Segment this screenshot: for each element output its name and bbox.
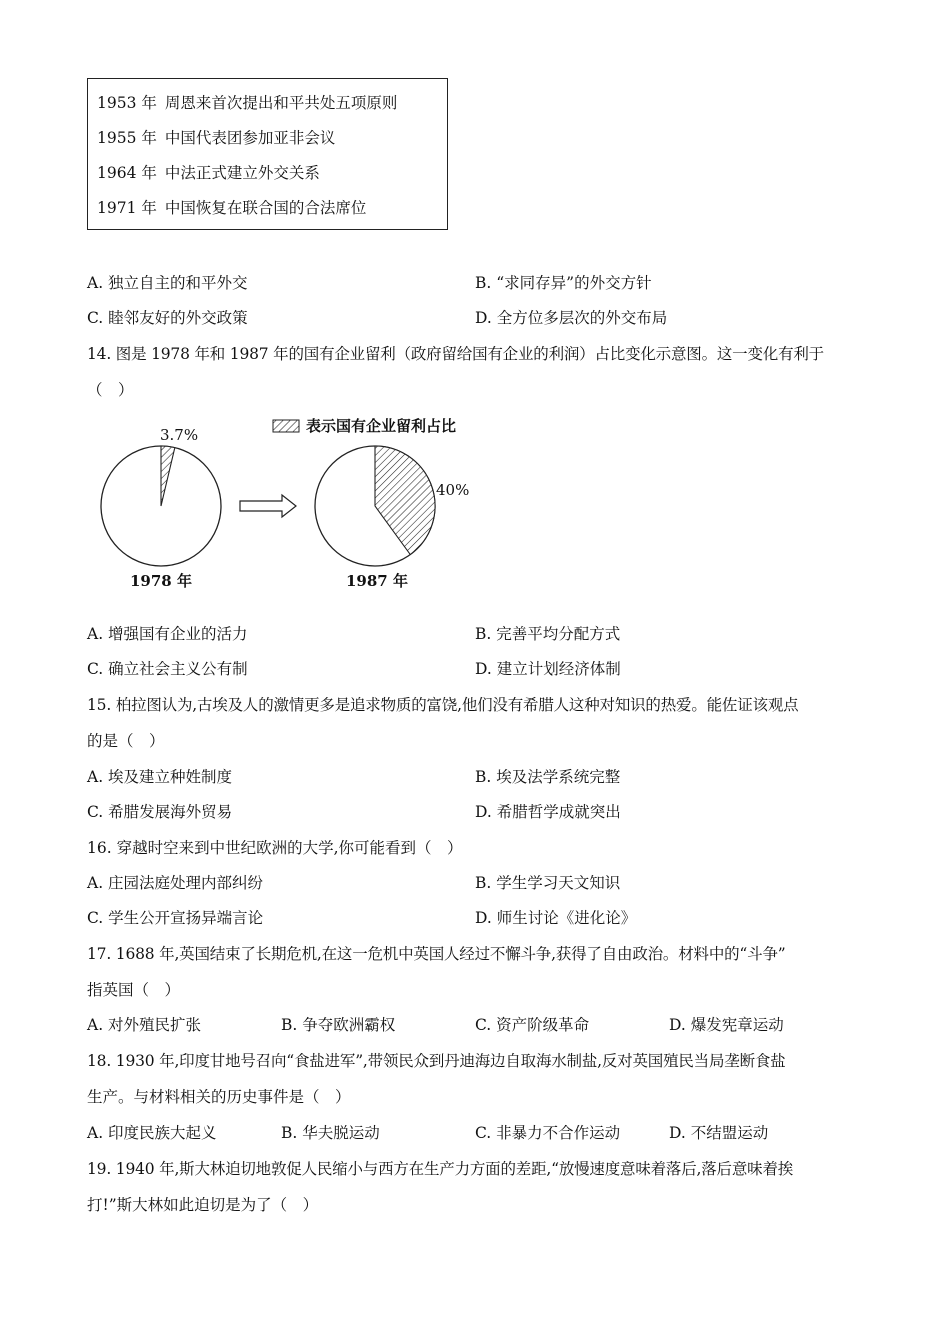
timeline-year: 1971 年 (97, 199, 157, 217)
legend-swatch (273, 420, 299, 432)
q14-option-d[interactable]: D. 建立计划经济体制 (475, 660, 621, 678)
timeline-year: 1964 年 (97, 164, 157, 182)
legend-label: 表示国有企业留利占比 (306, 417, 457, 435)
q18-stem: 18. 1930 年,印度甘地号召向“食盐进军”,带领民众到丹迪海边自取海水制盐,反对英国殖民当局垄断食盐 (87, 1052, 786, 1070)
timeline-row (97, 161, 320, 183)
q15-option-a[interactable]: A. 埃及建立种姓制度 (87, 768, 233, 786)
pie-1987-year-label: 1987 年 (346, 572, 408, 590)
q14-stem: 14. 图是 1978 年和 1987 年的国有企业留利（政府留给国有企业的利润）占比变化示意图。这一变化有利于 (87, 345, 824, 363)
q13-option-c[interactable]: C. 睦邻友好的外交政策 (87, 309, 248, 327)
q17-stem: 17. 1688 年,英国结束了长期危机,在这一危机中英国人经过不懈斗争,获得了自由政治。材料中的“斗争” (87, 945, 786, 963)
q16-stem: 16. 穿越时空来到中世纪欧洲的大学,你可能看到（ ） (87, 839, 463, 857)
timeline-event: 中国恢复在联合国的合法席位 (164, 199, 367, 217)
q15-option-b[interactable]: B. 埃及法学系统完整 (475, 768, 621, 786)
q19-stem-cont: 打!”斯大林如此迫切是为了（ ） (87, 1196, 319, 1214)
q14-option-a[interactable]: A. 增强国有企业的活力 (87, 625, 248, 643)
pie-chart-figure (90, 408, 510, 598)
q16-option-a[interactable]: A. 庄园法庭处理内部纠纷 (87, 874, 264, 892)
pie-1978-value-label: 3.7% (160, 426, 199, 444)
timeline-event: 周恩来首次提出和平共处五项原则 (164, 94, 398, 112)
q18-option-b[interactable]: B. 华夫脱运动 (281, 1124, 380, 1142)
timeline-row (97, 91, 397, 113)
q17-stem-cont: 指英国（ ） (87, 981, 181, 999)
q14-option-c[interactable]: C. 确立社会主义公有制 (87, 660, 248, 678)
q15-stem-cont: 的是（ ） (87, 732, 165, 750)
arrow-icon (240, 495, 296, 517)
pie-1978-year-label: 1978 年 (130, 572, 192, 590)
q16-option-b[interactable]: B. 学生学习天文知识 (475, 874, 621, 892)
q17-option-a[interactable]: A. 对外殖民扩张 (87, 1016, 202, 1034)
q14-option-b[interactable]: B. 完善平均分配方式 (475, 625, 621, 643)
timeline-event: 中国代表团参加亚非会议 (164, 129, 336, 147)
timeline-year: 1953 年 (97, 94, 157, 112)
timeline-box (87, 78, 448, 230)
q18-option-a[interactable]: A. 印度民族大起义 (87, 1124, 217, 1142)
q13-option-d[interactable]: D. 全方位多层次的外交布局 (475, 309, 668, 327)
q13-option-b[interactable]: B. “求同存异”的外交方针 (475, 274, 652, 292)
timeline-event: 中法正式建立外交关系 (164, 164, 320, 182)
q18-option-c[interactable]: C. 非暴力不合作运动 (475, 1124, 621, 1142)
timeline-row (97, 126, 335, 148)
q17-option-b[interactable]: B. 争夺欧洲霸权 (281, 1016, 396, 1034)
q15-option-c[interactable]: C. 希腊发展海外贸易 (87, 803, 233, 821)
q16-option-d[interactable]: D. 师生讨论《进化论》 (475, 909, 637, 927)
q18-stem-cont: 生产。与材料相关的历史事件是（ ） (87, 1088, 351, 1106)
q16-option-c[interactable]: C. 学生公开宣扬异端言论 (87, 909, 264, 927)
q15-option-d[interactable]: D. 希腊哲学成就突出 (475, 803, 621, 821)
timeline-row (97, 196, 366, 218)
q14-stem-cont: （ ） (87, 381, 134, 399)
q19-stem: 19. 1940 年,斯大林迫切地敦促人民缩小与西方在生产力方面的差距,“放慢速度意味着落后,落后意味着挨 (87, 1160, 794, 1178)
q17-option-d[interactable]: D. 爆发宪章运动 (669, 1016, 784, 1034)
q17-option-c[interactable]: C. 资产阶级革命 (475, 1016, 590, 1034)
q18-option-d[interactable]: D. 不结盟运动 (669, 1124, 769, 1142)
pie-1987-value-label: 40% (436, 481, 470, 499)
q15-stem: 15. 柏拉图认为,古埃及人的激情更多是追求物质的富饶,他们没有希腊人这种对知识的热爱。能佐证该观点 (87, 696, 799, 714)
q13-option-a[interactable]: A. 独立自主的和平外交 (87, 274, 248, 292)
timeline-year: 1955 年 (97, 129, 157, 147)
